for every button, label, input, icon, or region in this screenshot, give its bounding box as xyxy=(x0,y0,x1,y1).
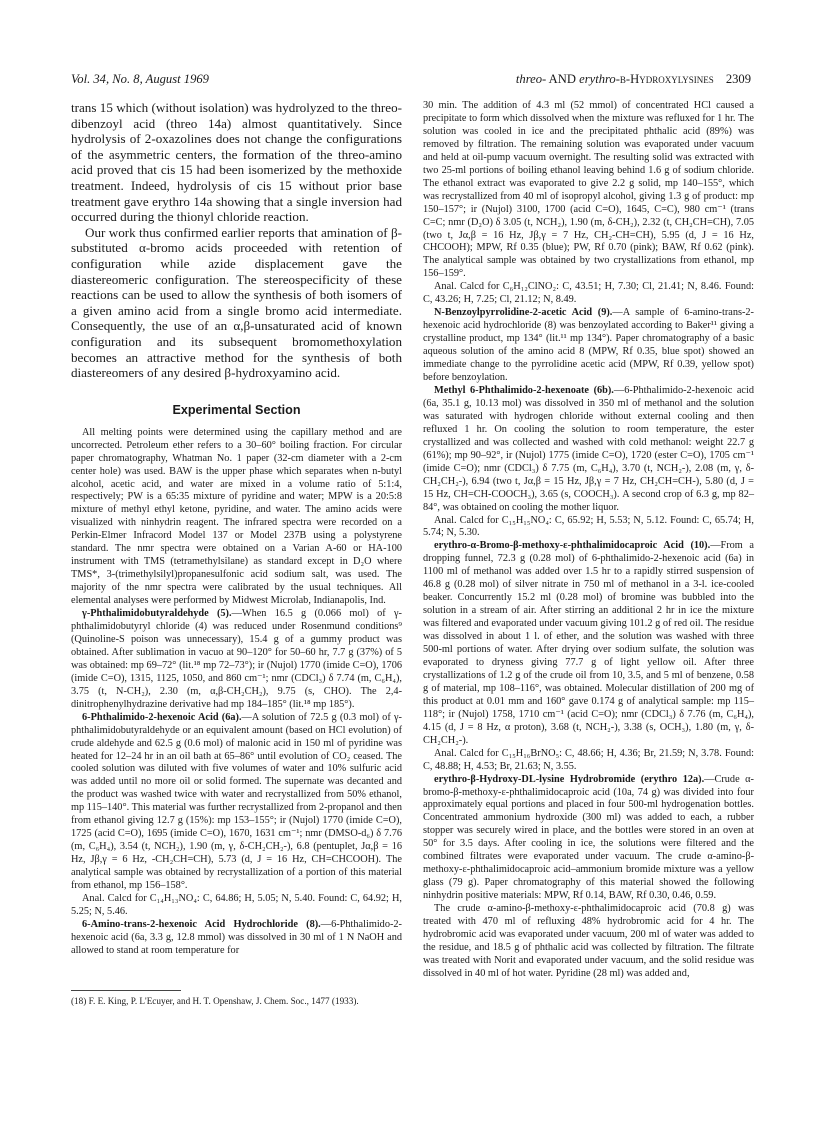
procedure-body: —A solution of 72.5 g (0.3 mol) of γ-phthalimidobutyraldehyde or an equivalent amount (based on HCl evolution) of crude aldehyde and 62.5 g (0.6 mol) of malonic acid in 150 ml of pyridine was heated for 12–24 hr in an oil bath at 65–86° until evolution of CO₂ ceased. The cooled solution was diluted with five volumes of water and 10% sulfuric acid was added until no more oil or solid formed. The supernate was decanted and the product was washed twice with water and recrystallized from 50% ethanol, mp 115–140°. This material was further recrystallized from 2-propanol and then from ethanol giving 12.7 g (15%): mp 153–155°; ir (Nujol) 1770 (imide C=O), 1725 (acid C=O), 1695 (imide C=O), 1670, 1631 cm⁻¹; nmr (DMSO-d₆) δ 7.76 (m, C₆H₄), 3.54 (t, NCH₂), 1.90 (m, γ, δ-CH₂CH₂-), 6.8 (pentuplet, Jα,β = 16 Hz, Jβ,γ = 6 Hz, -CH₂CH=CH), 5.73 (d, J = 16 Hz, CH=CHCOOH). The analytical sample was obtained by recrystallization of a portion of this material from ethanol, mp 156–158°. xyxy=(71,711,402,892)
procedure-body: —6-Phthalimido-2-hexenoic acid (6a, 3.3 g, 12.8 mmol) was dissolved in 30 ml of 1 N NaOH and allowed to stand at room temperature for xyxy=(71,918,402,956)
procedure-compound-12a-continued: The crude α-amino-β-methoxy-ε-phthalimidocaproic acid (70.8 g) was treated with 470 ml of refluxing 48% hydrobromic acid for 4 hr. The hydrobromic acid was evaporated under vacuum, 200 ml of water was added to the residue, and 18.5 g of phthalic acid was collected by filtration. The filtrate was treated with Norit and evaporated under vacuum, and the solid residue was dissolved in 40 ml of hot water. Pyridine (28 ml) was added and, xyxy=(423,903,754,979)
right-column xyxy=(423,100,754,981)
procedure-heading: 6-Phthalimido-2-hexenoic Acid (6a). xyxy=(82,711,242,723)
procedure-compound-8-continued: 30 min. The addition of 4.3 ml (52 mmol) of concentrated HCl caused a precipitate to form which dissolved when the mixture was refluxed for 1 hr. The solution was cooled in ice and the precipitated phthalic acid (89%) was removed by filtration. The remaining solution was evaporated under vacuum and held at oil-pump vacuum overnight. The resulting solid was extracted with two 25-ml portions of boiling ethanol leaving behind 1.6 g of sodium chloride. The ethanol extract was evaporated to give 2.2 g solid, mp 140–155°, which was recrystallized from 40 ml of isopropyl alcohol, giving 1.3 g of product: mp 150–157°; ir (Nujol) 3100, 1700 (acid C=O), 1645, C=C), 980 cm⁻¹ (trans C=C; nmr (D₂O) δ 3.05 (t, NCH₂), 1.90 (m, δ-CH₂), 2.32 (t, CH₂CH=CH), 7.05 (two t, Jα,β = 16 Hz, Jβ,γ = 7 Hz, CH₂-CH=CH), 5.95 (d, J = 16 Hz, CHCOOH); MPW, Rf 0.35 (blue); PW, Rf 0.70 (pink); BAW, Rf 0.62 (pink). The analytical sample was obtained by two crystallizations from ethanol, mp 156–159°. xyxy=(423,100,754,280)
procedure-body: —6-Phthalimido-2-hexenoic acid (6a, 35.1 g, 10.13 mol) was dissolved in 350 ml of methanol and the solution was saturated with hydrogen chloride without external cooling and then refluxed 1 hr. On cooling the solution to room temperature, the ester crystallized and was collected and washed with cold methanol: weight 22.7 g (61%); mp 90–92°, ir (Nujol) 1775 (imide C=O), 1720 (ester C=O), 1705 cm⁻¹ (imide C=O); nmr (CDCl₃) δ 7.75 (m, C₆H₄), 3.70 (t, NCH₂-), 2.08 (m, γ, δ-CH₂CH₂-), 6.94 (two t, Jα,β = 15 Hz, Jβ,γ = 7 Hz, CH₂CH=CH-), 5.80 (d, J = 15 Hz, CH=CH-COOCH₃), 3.65 (s, COOCH₃). A second crop of 6.3 g, mp 82–84°, was obtained on cooling the mother liquor. xyxy=(423,384,754,513)
journal-volume-line: Vol. 34, No. 8, August 1969 xyxy=(71,72,209,86)
procedure-heading: Methyl 6-Phthalimido-2-hexenoate (6b). xyxy=(434,384,614,396)
procedure-body: —A sample of 6-amino-trans-2-hexenoic acid hydrochloride (8) was benzoylated according to Baker¹¹ giving a crystalline product, mp 134° (lit.¹¹ mp 134°). Paper chromatography of a basic aqueous solution of the amino acid 8 (MPW, Rf 0.35, blue spot) showed an immediate change to the pyrrolidine acetic acid (MPW, Rf 0.39, yellow spot) before benzoylation. xyxy=(423,307,754,384)
procedure-compound-5 xyxy=(71,608,402,712)
page-number: 2309 xyxy=(725,72,751,86)
procedure-compound-9 xyxy=(423,307,754,385)
footnote-rule xyxy=(71,990,181,991)
left-column xyxy=(71,100,402,1007)
procedure-compound-12a xyxy=(423,774,754,904)
procedure-heading: erythro-β-Hydroxy-DL-lysine Hydrobromide (erythro 12a). xyxy=(434,773,705,785)
analysis-10: Anal. Calcd for C₁₅H₁₆BrNO₅: C, 48.66; H, 4.36; Br, 21.59; N, 3.78. Found: C, 48.88; H, 4.53; Br, 21.63; N, 3.55. xyxy=(423,747,754,772)
section-title: Experimental Section xyxy=(172,402,301,417)
discussion-paragraph-2: Our work thus confirmed earlier reports that amination of β-substituted α-bromo acids proceeded with retention of configuration while azide displacement gave the diastereomeric configuration. The stereospecificity of these reactions can be used to allow the synthesis of both isomers of a given amino acid from a single bromo acid intermediate. Consequently, the use of an α,β-unsaturated acid of known configuration and its subsequent bromomethoxylation becomes an attractive method for the synthesis of both diastereomers of any desired β-hydroxyamino acid. xyxy=(71,224,402,381)
procedure-body: —From a dropping funnel, 72.3 g (0.28 mol) of 6-phthalimido-2-hexenoic acid (6a) in 1100 ml of methanol was added over 1.5 hr to a rapidly stirred suspension of 46.8 g (0.28 mol) of silver nitrate in 750 ml of methanol in a 3-l. ice-cooled beaker. Concurrently 15.2 ml (0.28 mol) of bromine was bubbled into the solution in a stream of air. After stirring an additional 2 hr in ice the mixture was filtered and evaporated under vacuum giving 101.2 g of red oil. The residue was dissolved in about 1 l. of ether, and the solution was washed with three 500-ml portions of water. After drying over sodium sulfate, the solution was evaporated to dryness giving 77.7 g of light yellow oil. After three crystallizations of 1.2 g of the crude oil from 10, 3.5, and 5 ml of benzene, 0.58 g of material, mp 108–116°, was obtained. Molecular distillation of 200 mg of this product at 0.01 mm and 160° gave 0.174 g of analytical sample: mp 115–118°; ir (Nujol) 1758, 1710 cm⁻¹ (acid C=O); nmr (CDCl₃) δ 7.76 (m, C₆H₄), 4.15 (d, J = 8 Hz, α proton), 3.68 (t, NCH₂-), 3.38 (s, OCH₃), 1.80 (m, γ, δ-CH₂CH₂-). xyxy=(423,540,754,746)
running-title-rest: -β-Hydroxylysines xyxy=(615,72,714,86)
running-title-threo: threo- xyxy=(515,72,547,86)
running-title-and: AND xyxy=(546,72,580,86)
procedure-compound-8 xyxy=(71,919,402,958)
procedure-compound-10 xyxy=(423,540,754,747)
running-title xyxy=(516,72,751,87)
procedure-compound-6a xyxy=(71,712,402,893)
procedure-body: —Crude α-bromo-β-methoxy-ε-phthalimidocaproic acid (10a, 74 g) was divided into four approximately equal portions and placed in four 500-ml hydrogenation bottles. Concentrated ammonium hydroxide (300 ml) was added to each, a rubber stopper was securely wired in place, and the bottles were stored in an oven at 50° for 3.5 days. After cooling in ice, the solutions were filtered and the combined filtrates were evaporated under vacuum. The crude α-amino-β-methoxy-ε-phthalimidocaproic acid–ammonium bromide mixture was a yellow glass (79 g). Paper chromatography of this material showed the following ninhydrin positive materials: MPW, Rf 0.14, BAW, Rf 0.30, 0.46, 0.59. xyxy=(423,773,754,902)
running-title-erythro: erythro xyxy=(579,72,616,86)
footnote: (18) F. E. King, P. L'Ecuyer, and H. T. Openshaw, J. Chem. Soc., 1477 (1933). xyxy=(71,995,359,1006)
discussion-paragraph-1: trans 15 which (without isolation) was hydrolyzed to the threo-dibenzoyl acid (threo 14a) almost quantitatively. Since hydrolysis of 2-oxazolines does not change the configurations of the asymmetric centers, the formation of the threo-amino acid proved that cis 15 had been isomerized by the methoxide treatment. Indeed, hydrolysis of cis 15 without prior base treatment gave erythro 14a showing that a single inversion had occurred during the thionyl chloride reaction. xyxy=(71,100,402,225)
procedure-compound-6b xyxy=(423,385,754,515)
analysis-8: Anal. Calcd for C₆H₁₂ClNO₂: C, 43.51; H, 7.30; Cl, 21.41; N, 8.46. Found: C, 43.26; H, 7.25; Cl, 21.12; N, 8.49. xyxy=(423,281,754,306)
procedure-heading: N-Benzoylpyrrolidine-2-acetic Acid (9). xyxy=(434,307,613,319)
procedure-heading: erythro-α-Bromo-β-methoxy-ε-phthalimidocaproic Acid (10). xyxy=(434,540,711,552)
running-header xyxy=(71,72,751,88)
procedure-heading: γ-Phthalimidobutyraldehyde (5). xyxy=(82,608,232,620)
discussion-text xyxy=(71,100,402,381)
analysis-6a: Anal. Calcd for C₁₄H₁₃NO₄: C, 64.86; H, 5.05; N, 5.40. Found: C, 64.92; H, 5.25; N, 5.46. xyxy=(71,893,402,917)
procedure-body: —When 16.5 g (0.066 mol) of γ-phthalimidobutyryl chloride (4) was reduced under Rosenmund conditions⁹ (Quinoline-S poison was unnecessary), 15.4 g of a gummy product was obtained. After sublimation in vacuo at 90–120° for 50–60 hr, 7.7 g (37%) of 5 was obtained: mp 69–72° (lit.¹⁸ mp 72–73°); ir (Nujol) 1770 (imide C=O), 1706 (imide C=O), 1315, 1125, 1050, and 860 cm⁻¹; nmr (CDCl₃) δ 7.74 (m, C₆H₄), 3.75 (t, N-CH₂), 2.30 (m, α,β-CH₂CH₂), 9.75 (s, CHO). The 2,4-dinitrophenylhydrazine derivative had mp 184–185° (lit.¹⁸ mp 185°). xyxy=(71,608,402,710)
procedure-heading: 6-Amino-trans-2-hexenoic Acid Hydrochloride (8). xyxy=(82,918,321,930)
experimental-general: All melting points were determined using the capillary method and are uncorrected. Petroleum ether refers to a 30–60° boiling fraction. For circular paper chromatography, Whatman No. 1 paper (32-cm diameter with a 2-cm center hole) was used. BAW is the upper phase which separates when n-butyl alcohol, acetic acid, and water are mixed in a volume ratio of 5:1:4, respectively; PW is a 65:35 mixture of pyridine and water; MPW is a 20:5:8 mixture of methyl ethyl ketone, pyridine, and water. The amino acids were visualized with ninhydrin reagent. The infrared spectra were recorded on a Perkin-Elmer Infracord Model 137 or Model 237B using a polystyrene standard. The nmr spectra were obtained on a Varian A-60 or HA-100 instrument with TMS (tetramethylsilane) as standard except in D₂O where TMS*, 3-(trimethylsilyl)propanesulfonic acid sodium salt, was used. The majority of the nmr spectra were calibrated by the usual techniques. All elemental analyses were performed by Midwest Microlab, Indianapolis, Ind. xyxy=(71,426,402,607)
analysis-6b: Anal. Calcd for C₁₅H₁₅NO₄: C, 65.92; H, 5.53; N, 5.12. Found: C, 65.74; H, 5.74; N, 5.30. xyxy=(423,514,754,539)
